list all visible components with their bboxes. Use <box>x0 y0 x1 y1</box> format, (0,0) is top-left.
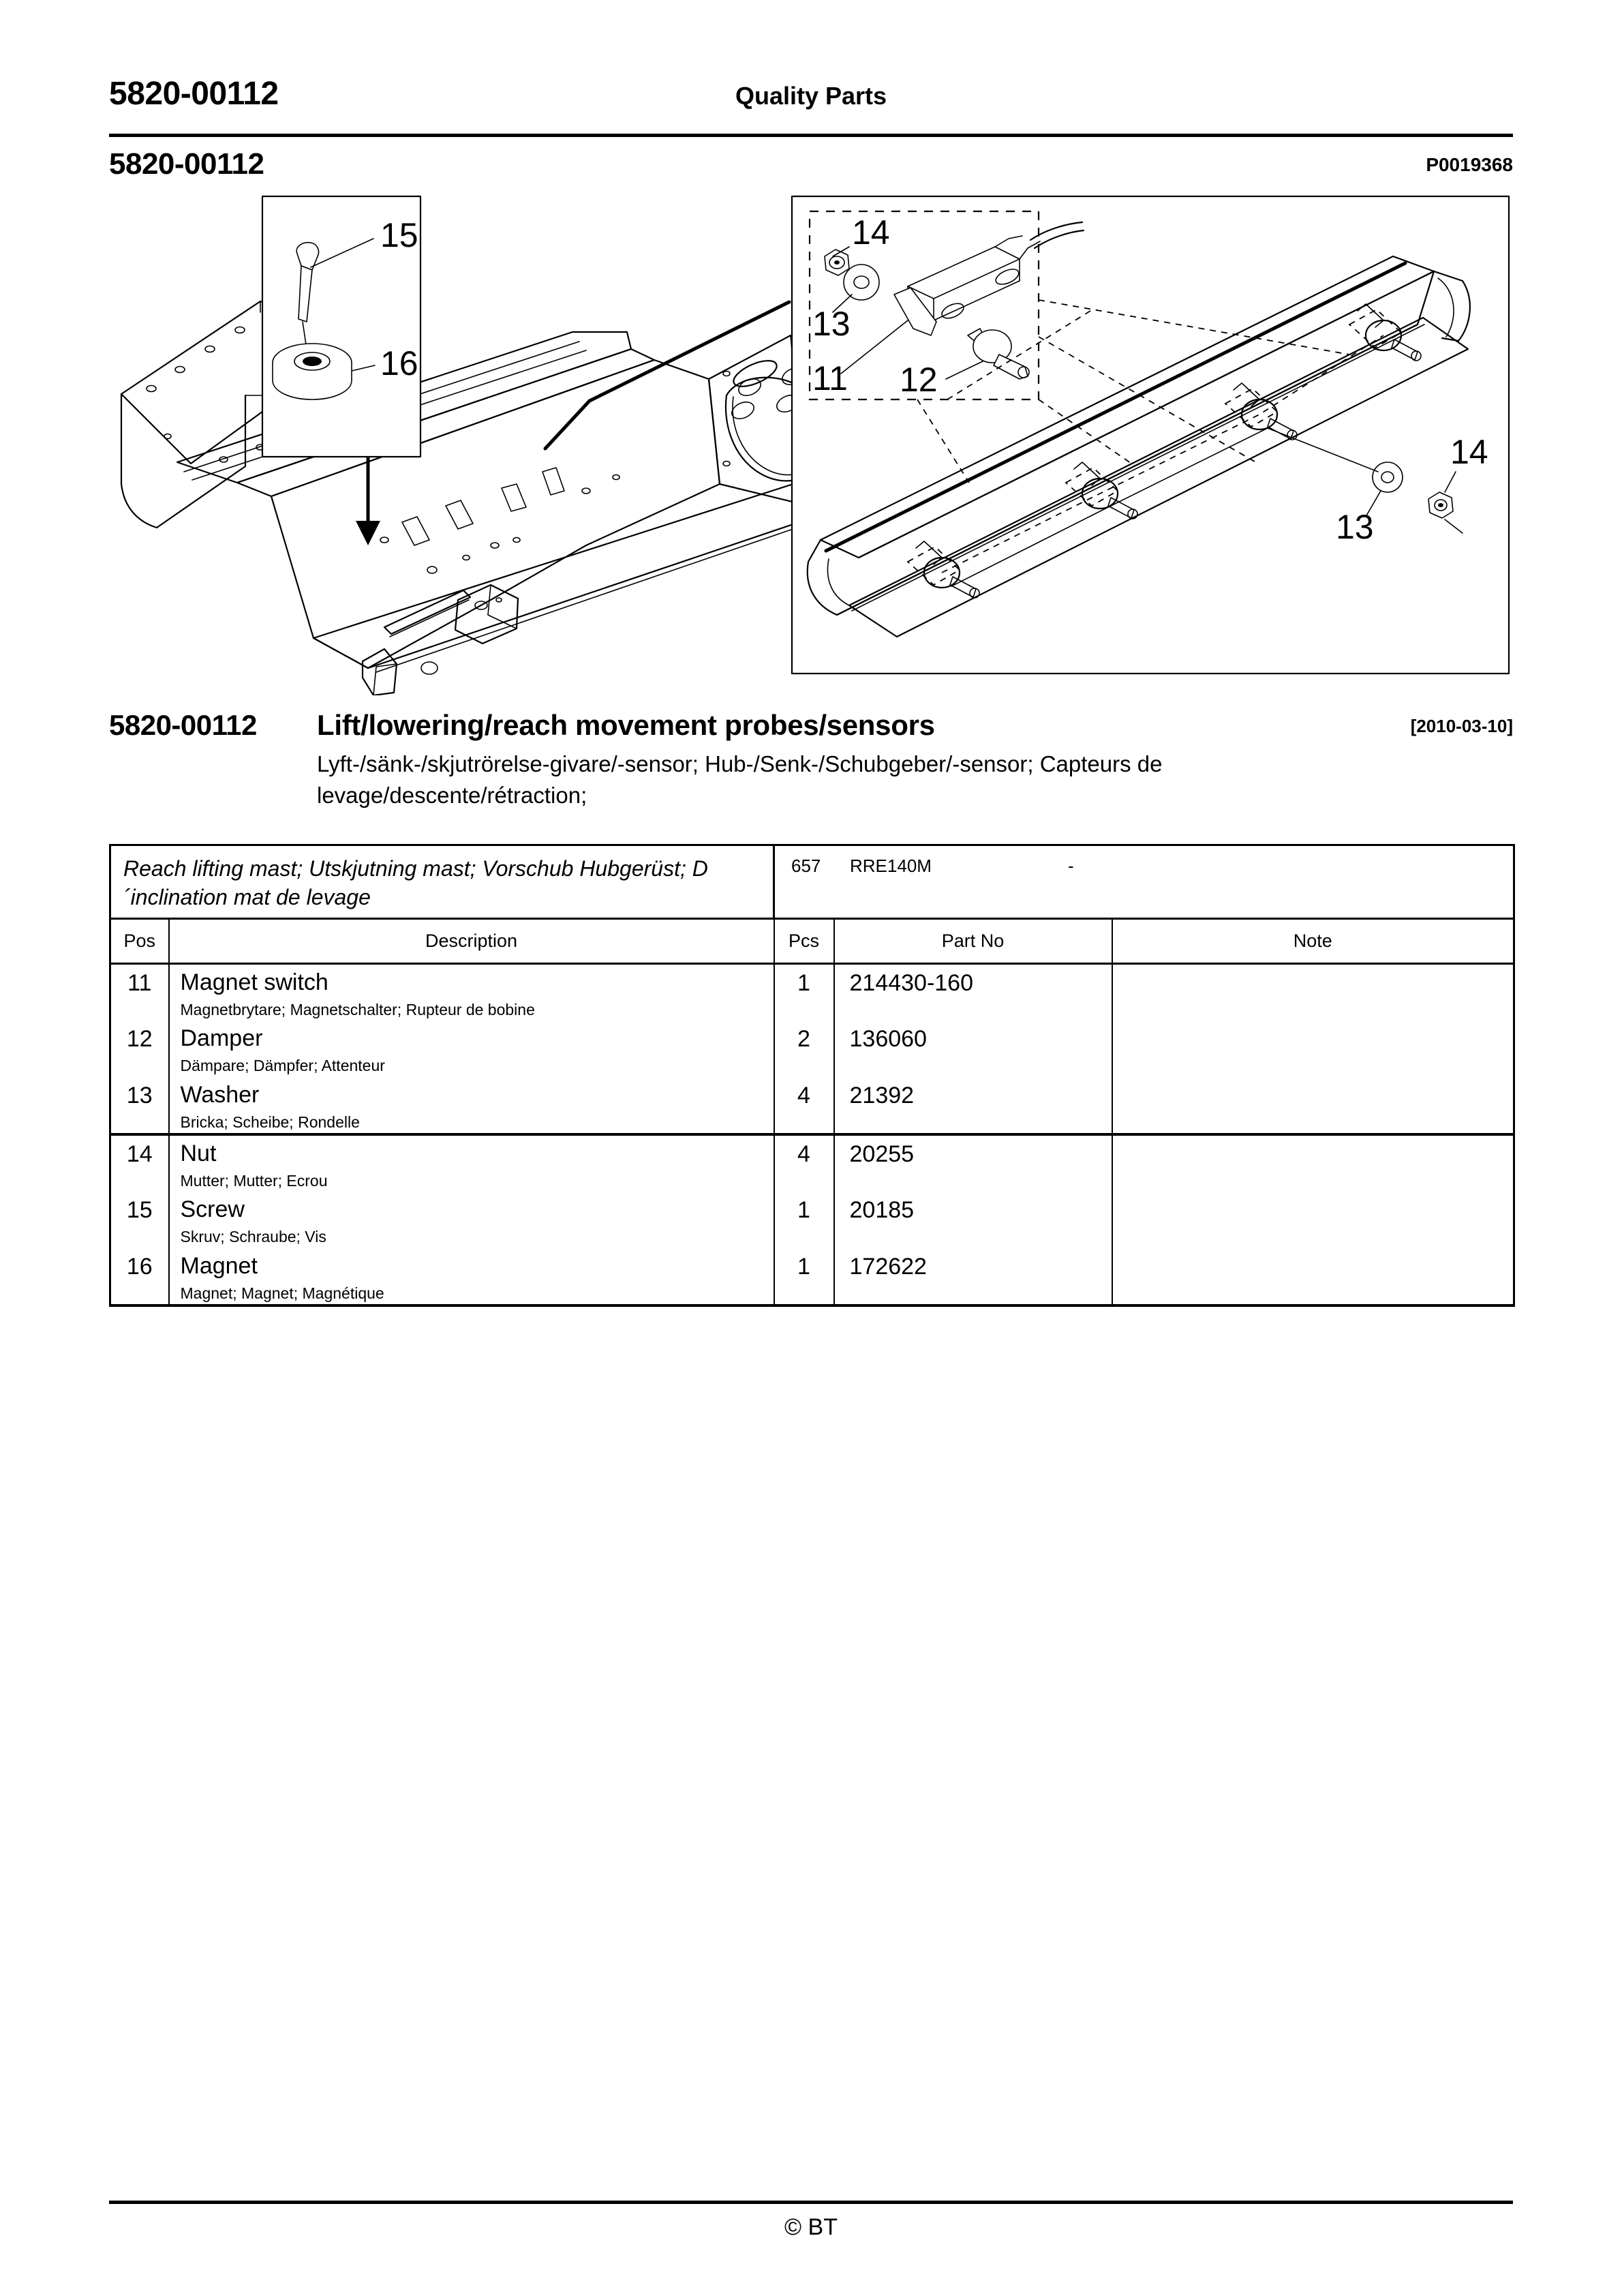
variant-description: Reach lifting mast; Utskjutning mast; Vorschub Hubgerüst; D´inclination mat de levage <box>110 845 774 919</box>
cell-description <box>169 1134 774 1192</box>
description-translations: Skruv; Schraube; Vis <box>180 1228 326 1245</box>
callout-16: 16 <box>380 344 418 382</box>
variant-model-name: RRE140M <box>850 856 932 876</box>
header-section-code: 5820-00112 <box>109 76 279 112</box>
callout-13-mast: 13 <box>1336 508 1374 546</box>
mast-illustration-frame <box>792 196 1509 674</box>
illustration-svg <box>109 191 1513 695</box>
cell-pcs: 1 <box>774 1192 834 1248</box>
description-translations: Dämpare; Dämpfer; Attenteur <box>180 1057 385 1074</box>
table-row[interactable] <box>110 1134 1514 1192</box>
section-code: 5820-00112 <box>109 709 257 741</box>
column-header-pcs: Pcs <box>774 919 834 964</box>
column-header-description: Description <box>169 919 774 964</box>
cell-pos: 15 <box>110 1192 169 1248</box>
cell-part-no: 136060 <box>834 1021 1112 1077</box>
cell-pcs: 1 <box>774 1248 834 1305</box>
callout-12-detail: 12 <box>900 361 938 399</box>
callout-14-mast: 14 <box>1450 433 1488 471</box>
section-title-block <box>109 709 1513 808</box>
variant-models <box>774 845 1514 919</box>
cell-description <box>169 1077 774 1134</box>
description-en: Washer <box>180 1082 260 1108</box>
table-row[interactable] <box>110 964 1514 1021</box>
cell-part-no: 20255 <box>834 1134 1112 1192</box>
description-en: Screw <box>180 1196 245 1222</box>
cell-part-no: 21392 <box>834 1077 1112 1134</box>
cell-pcs: 1 <box>774 964 834 1021</box>
cell-pcs: 4 <box>774 1134 834 1192</box>
cell-pos: 12 <box>110 1021 169 1077</box>
cell-description <box>169 964 774 1021</box>
parts-illustration <box>109 191 1513 695</box>
variant-model-code: 657 <box>791 856 821 876</box>
section-title-translations: Lyft-/sänk-/skjutrörelse-givare/-sensor; Hub-/Senk-/Schubgeber/-sensor; Capteurs de levage/descente/rétraction; <box>317 751 1163 808</box>
table-row[interactable] <box>110 1077 1514 1134</box>
cell-note <box>1112 1192 1514 1248</box>
callout-11-detail: 11 <box>812 359 848 397</box>
table-row[interactable] <box>110 1021 1514 1077</box>
sub-header <box>109 147 1513 188</box>
variant-row <box>110 845 1514 919</box>
description-en: Magnet switch <box>180 969 328 995</box>
table-row[interactable] <box>110 1192 1514 1248</box>
description-en: Nut <box>180 1141 217 1166</box>
description-translations: Mutter; Mutter; Ecrou <box>180 1172 328 1190</box>
description-en: Damper <box>180 1025 263 1051</box>
cell-pos: 14 <box>110 1134 169 1192</box>
cell-note <box>1112 964 1514 1021</box>
column-header-part-no: Part No <box>834 919 1112 964</box>
table-row[interactable] <box>110 1248 1514 1305</box>
description-en: Magnet <box>180 1253 258 1279</box>
drawing-reference: P0019368 <box>1426 154 1513 175</box>
footer-divider <box>109 2201 1513 2204</box>
sub-header-code: 5820-00112 <box>109 147 264 181</box>
cell-note <box>1112 1021 1514 1077</box>
cell-pos: 13 <box>110 1077 169 1134</box>
variant-model-extra: - <box>1068 856 1074 876</box>
section-title: Lift/lowering/reach movement probes/sensors <box>317 709 935 741</box>
cell-description <box>169 1021 774 1077</box>
description-translations: Bricka; Scheibe; Rondelle <box>180 1113 360 1131</box>
cell-note <box>1112 1248 1514 1305</box>
cell-description <box>169 1248 774 1305</box>
chassis-assembly-drawing <box>121 301 893 695</box>
cell-pcs: 4 <box>774 1077 834 1134</box>
cell-pos: 16 <box>110 1248 169 1305</box>
header-divider <box>109 134 1513 137</box>
header-title: Quality Parts <box>735 82 887 110</box>
callout-15: 15 <box>380 216 418 254</box>
page-header <box>109 75 1513 130</box>
cell-pcs: 2 <box>774 1021 834 1077</box>
cell-part-no: 172622 <box>834 1248 1112 1305</box>
cell-pos: 11 <box>110 964 169 1021</box>
cell-part-no: 214430-160 <box>834 964 1112 1021</box>
parts-table <box>109 844 1515 1307</box>
description-translations: Magnetbrytare; Magnetschalter; Rupteur de bobine <box>180 1001 535 1018</box>
cell-description <box>169 1192 774 1248</box>
cell-part-no: 20185 <box>834 1192 1112 1248</box>
callout-14-detail: 14 <box>852 213 890 252</box>
callout-13-detail: 13 <box>812 305 851 343</box>
detail-inset-screw-magnet <box>262 196 420 545</box>
description-translations: Magnet; Magnet; Magnétique <box>180 1284 384 1302</box>
section-revision-date: [2010-03-10] <box>1410 716 1513 736</box>
footer-copyright: © BT <box>784 2214 838 2240</box>
table-header-row <box>110 919 1514 964</box>
column-header-pos: Pos <box>110 919 169 964</box>
column-header-note: Note <box>1112 919 1514 964</box>
cell-note <box>1112 1077 1514 1134</box>
cell-note <box>1112 1134 1514 1192</box>
